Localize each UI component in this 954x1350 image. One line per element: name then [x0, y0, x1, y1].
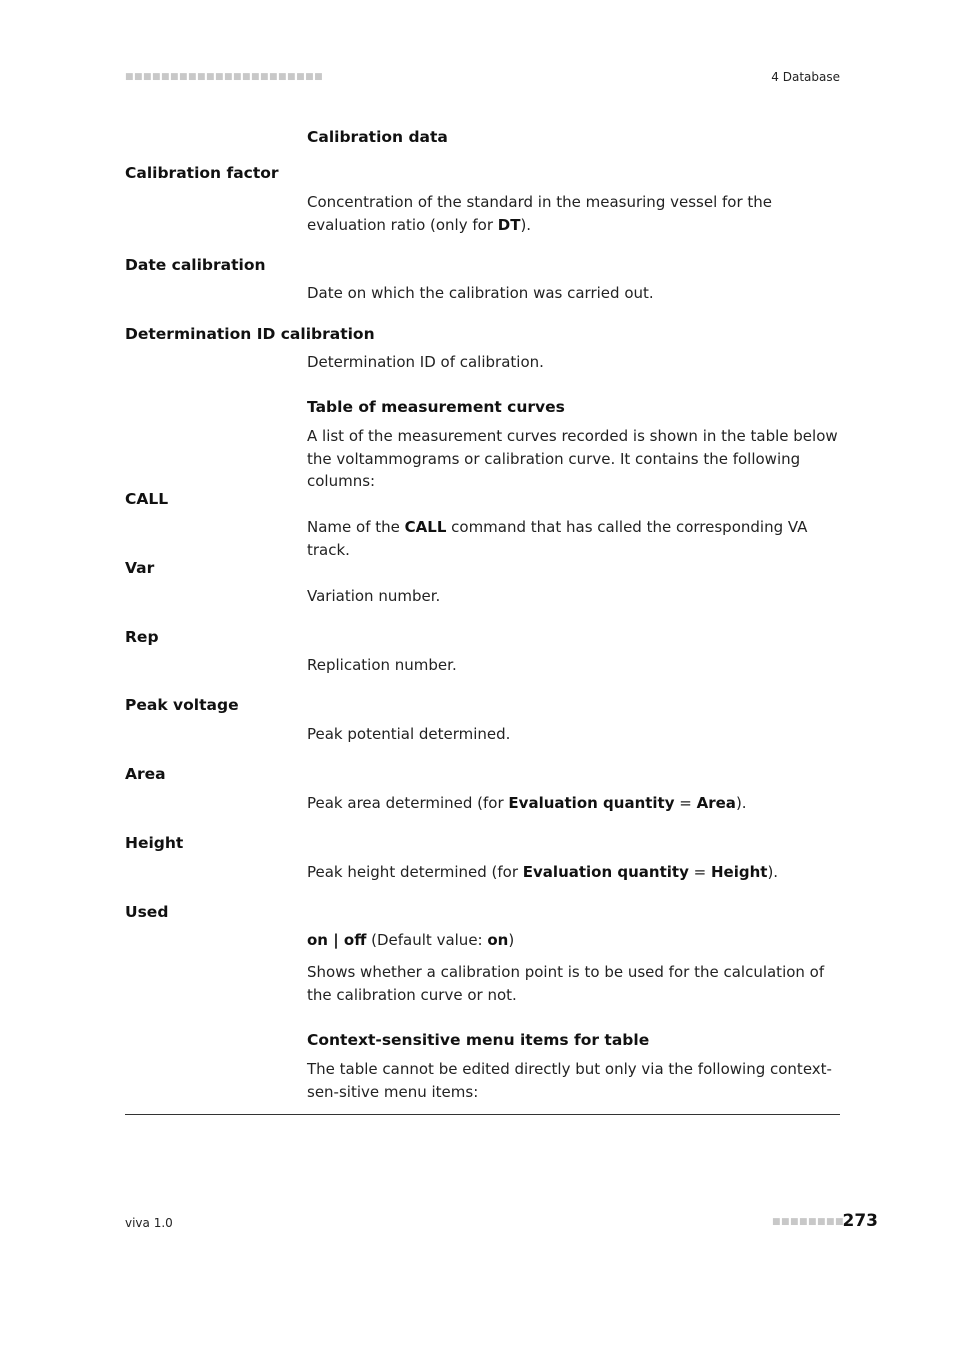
term-area: Area — [125, 765, 166, 783]
term-height: Height — [125, 834, 184, 852]
section-heading-context-menu: Context-sensitive menu items for table — [307, 1031, 650, 1049]
desc-height: Peak height determined (for Evaluation quantity = Height). — [307, 863, 779, 881]
term-date-calibration: Date calibration — [125, 256, 266, 274]
desc-table-of-curves: A list of the measurement curves recorded is shown in the table below the voltammograms or calibration curve. It contains the following columns: — [307, 427, 838, 490]
footer-decoration: ■■■■■■■■ — [772, 1217, 845, 1227]
desc-calibration-factor: Concentration of the standard in the measuring vessel for the evaluation ratio (only for DT). — [307, 193, 773, 234]
section-heading-table-of-curves: Table of measurement curves — [307, 398, 565, 416]
chapter-title: 4 Database — [771, 70, 840, 84]
desc-rep: Replication number. — [307, 656, 457, 674]
term-determination-id-calibration: Determination ID calibration — [125, 325, 375, 343]
desc-context-menu: The table cannot be edited directly but only via the following context-sen-sitive menu items: — [307, 1060, 832, 1101]
desc-determination-id-calibration: Determination ID of calibration. — [307, 353, 544, 371]
term-peak-voltage: Peak voltage — [125, 696, 239, 714]
desc-call: Name of the CALL command that has called the corresponding VA track. — [307, 518, 808, 559]
used-values: on | off (Default value: on) — [307, 931, 515, 949]
desc-area: Peak area determined (for Evaluation quantity = Area). — [307, 794, 747, 812]
term-calibration-factor: Calibration factor — [125, 164, 279, 182]
term-used: Used — [125, 903, 169, 921]
desc-var: Variation number. — [307, 587, 441, 605]
term-call: CALL — [125, 490, 169, 508]
term-rep: Rep — [125, 628, 159, 646]
term-var: Var — [125, 559, 155, 577]
desc-peak-voltage: Peak potential determined. — [307, 725, 511, 743]
section-heading-calibration-data: Calibration data — [307, 128, 448, 146]
desc-date-calibration: Date on which the calibration was carried out. — [307, 284, 654, 302]
footer-product: viva 1.0 — [125, 1216, 173, 1230]
page-number: 273 — [842, 1211, 878, 1231]
header-decoration: ■■■■■■■■■■■■■■■■■■■■■■ — [125, 72, 324, 82]
section-divider — [125, 1114, 840, 1115]
desc-used: Shows whether a calibration point is to be used for the calculation of the calibration curve or not. — [307, 963, 825, 1004]
